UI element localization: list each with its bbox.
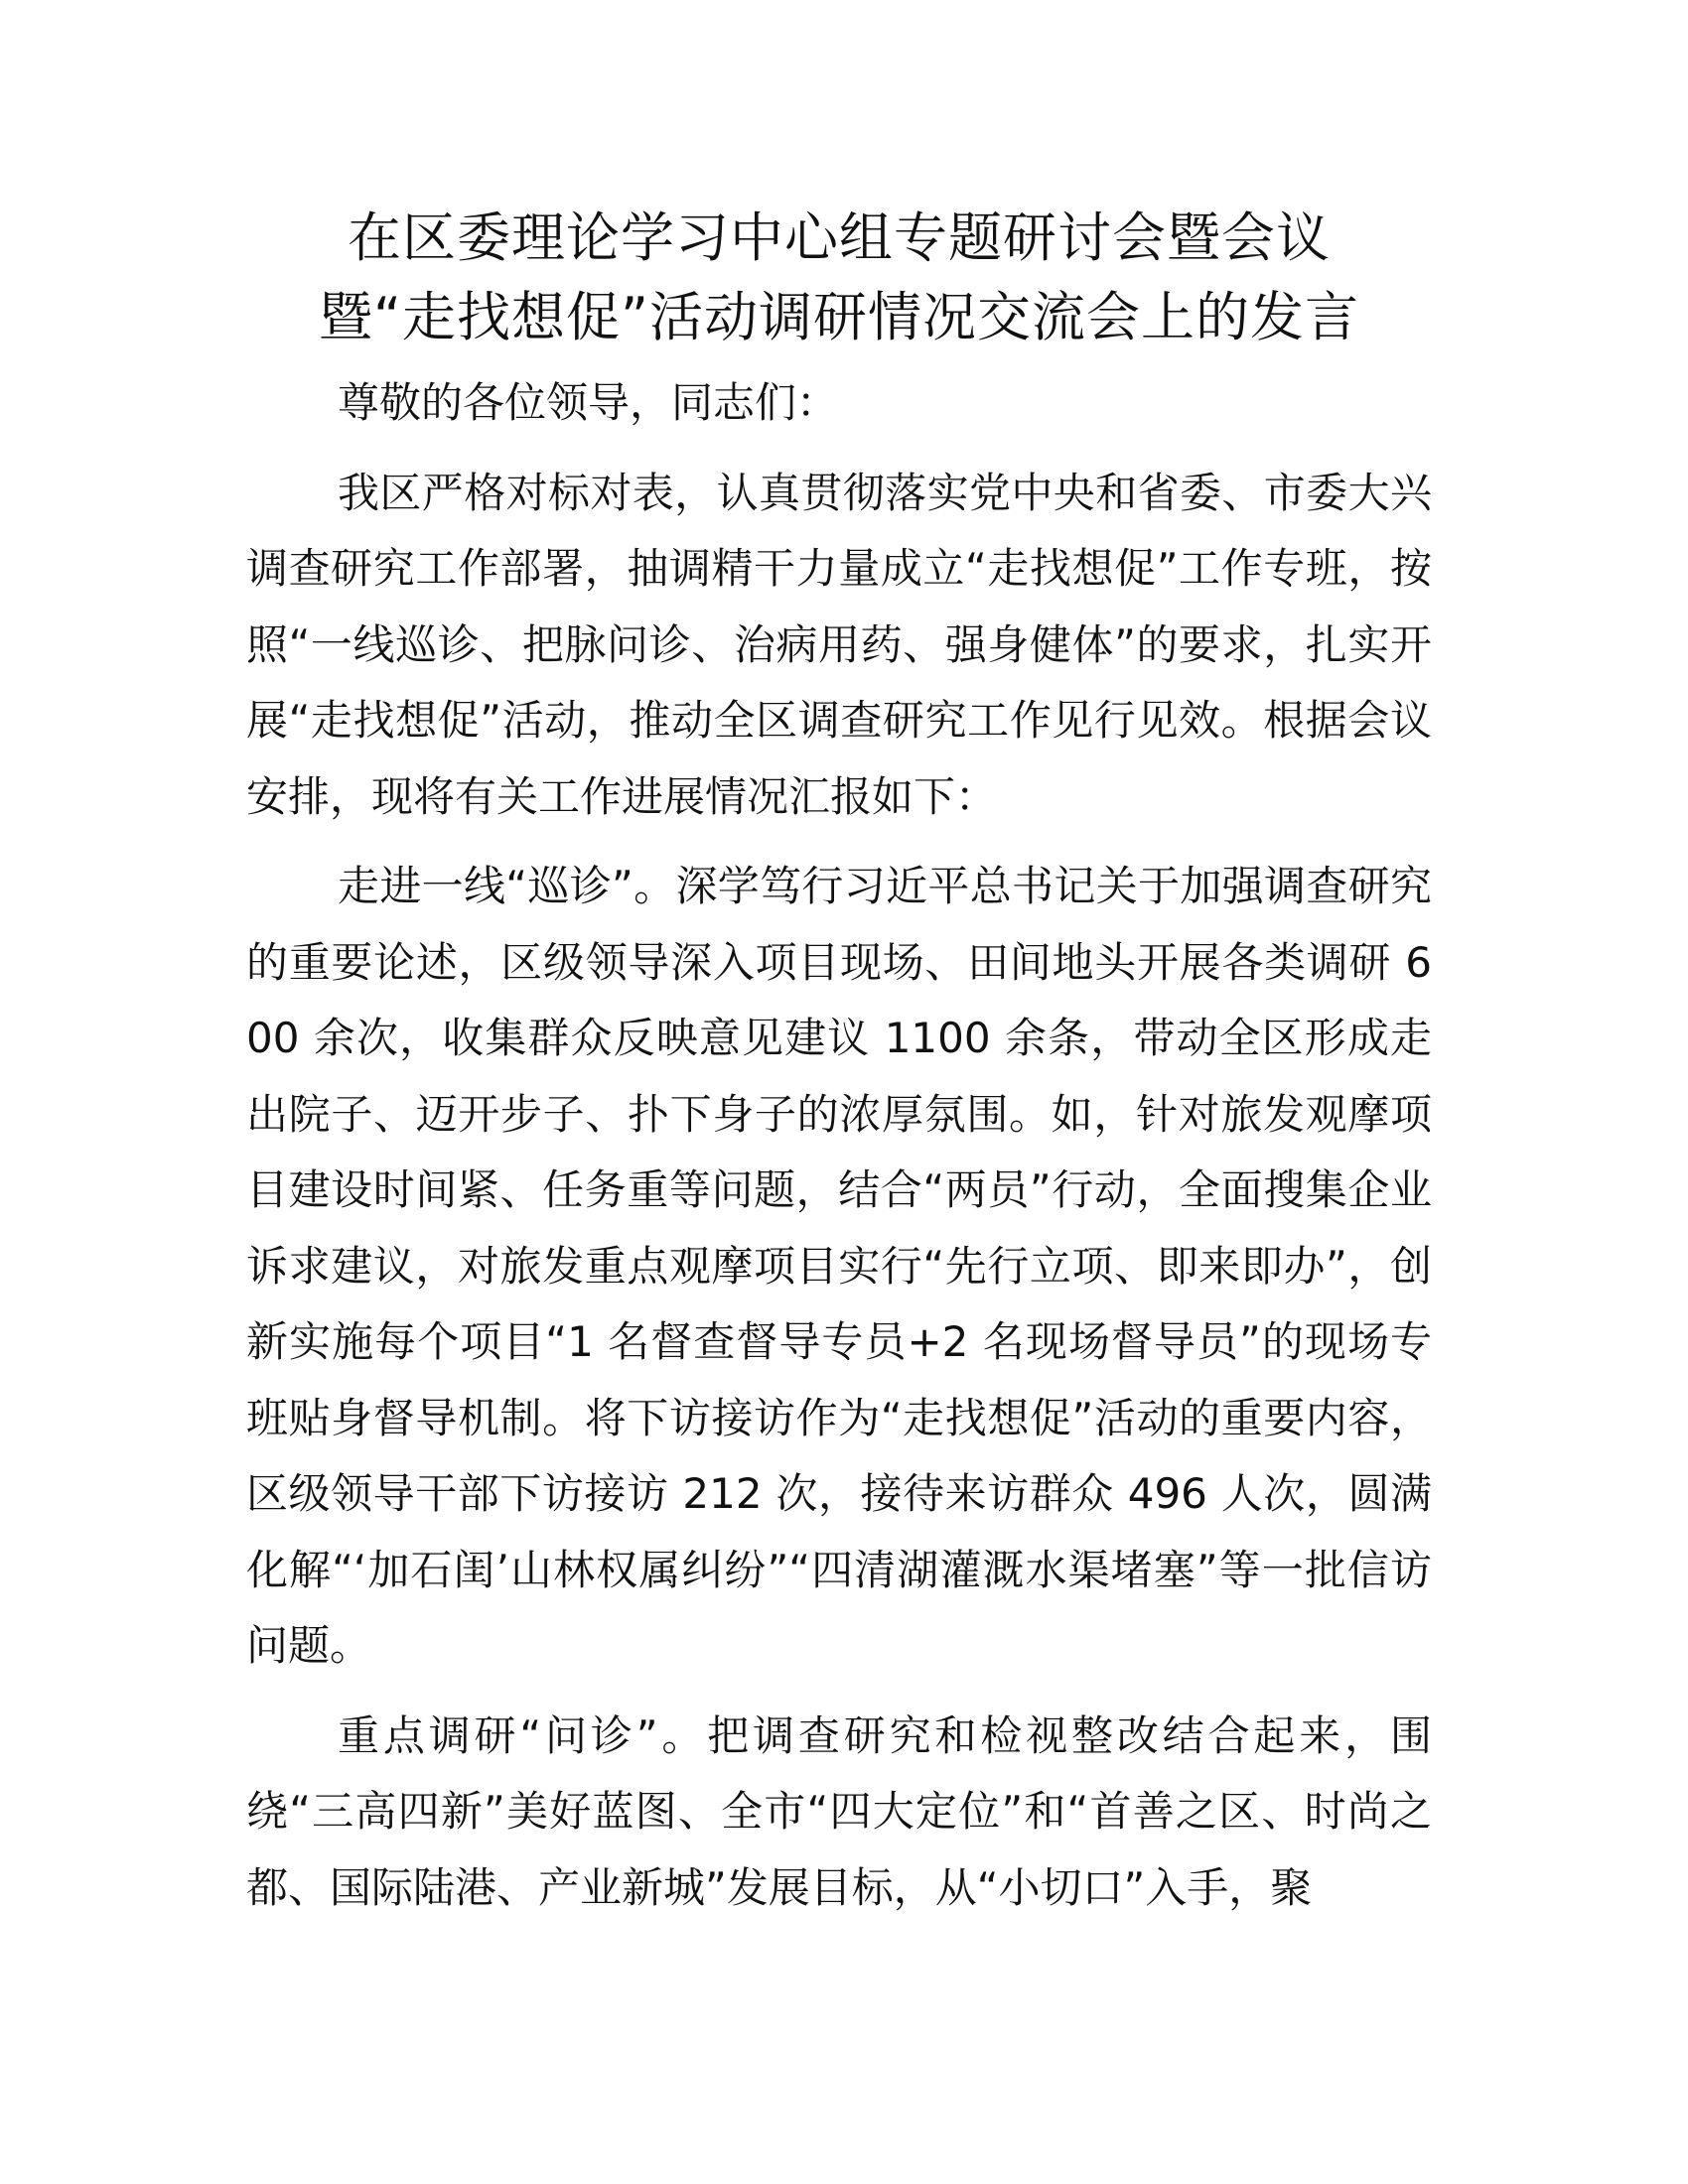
document-page <box>246 199 1432 1926</box>
paragraph-key-research: 重点调研“问诊”。把调查研究和检视整改结合起来，围绕“三高四新”美好蓝图、全市“四大定位”和“首善之区、时尚之都、国际陆港、产业新城”发展目标，从“小切口”入手，聚 <box>246 1710 1432 1912</box>
paragraph-intro: 我区严格对标对表，认真贯彻落实党中央和省委、市委大兴调查研究工作部署，抽调精干力量成立“走找想促”工作专班，按照“一线巡诊、把脉问诊、治病用药、强身健体”的要求，扎实开展“走找想促”活动，推动全区调查研究工作见行见效。根据会议安排，现将有关工作进展情况汇报如下： <box>246 468 1432 821</box>
document-title <box>246 199 1432 357</box>
salutation: 尊敬的各位领导，同志们： <box>338 378 839 427</box>
title-line-1: 在区委理论学习中心组专题研讨会暨会议 <box>348 206 1331 269</box>
paragraph-frontline-patrol: 走进一线“巡诊”。深学笃行习近平总书记关于加强调查研究的重要论述，区级领导深入项目现场、田间地头开展各类调研 600 余次，收集群众反映意见建议 1100 余条，带动全区形成走出院子、迈开步子、扑下身子的浓厚氛围。如，针对旅发观摩项目建设时间紧、任务重等问题，结合“两员”行动，全面搜集企业诉求建议，对旅发重点观摩项目实行“先行立项、即来即办”，创新实施每个项目“1 名督查督导专员+2 名现场督导员”的现场专班贴身督导机制。将下访接访作为“走找想促”活动的重要内容，区级领导干部下访接访 212 次，接待来访群众 496 人次，圆满化解“‘加石闺’山林权属纠纷”“四清湖灌溉水渠堵塞”等一批信访问题。 <box>246 862 1432 1670</box>
title-line-2: 暨“走找想促”活动调研情况交流会上的发言 <box>319 286 1359 348</box>
